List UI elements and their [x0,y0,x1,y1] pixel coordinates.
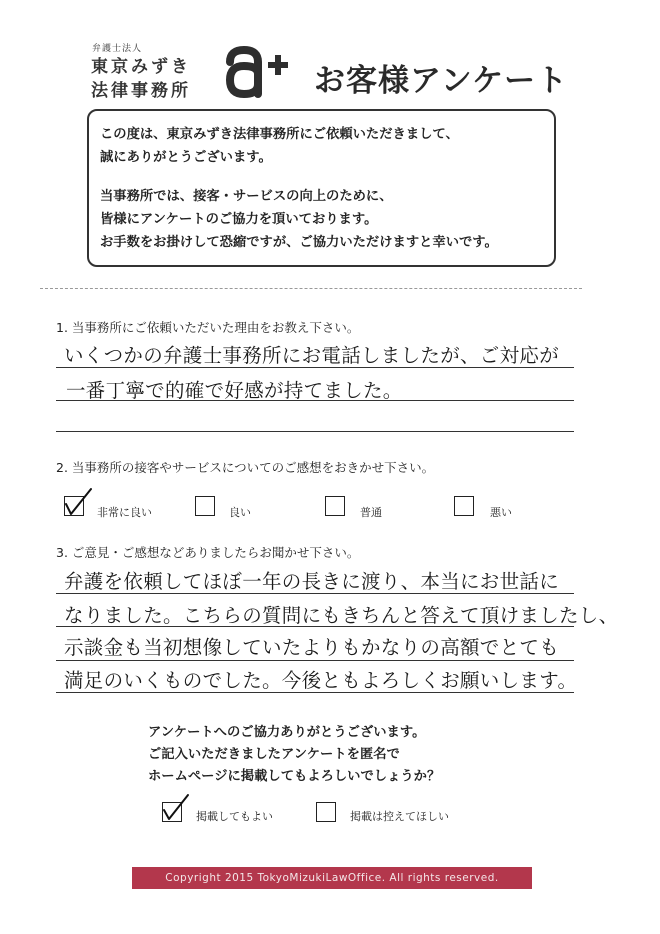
intro-line-5: お手数をお掛けして恐縮ですが、ご協力いただけますと幸いです。 [100,235,498,250]
publish-ok-checkbox[interactable] [162,802,182,822]
logo-text: a+ [224,44,226,45]
firm-name-line1: 東京みずき [91,57,191,77]
publish-ok-label: 掲載してもよい [196,810,273,823]
question-3-answer-line-1[interactable]: 弁護を依頼してほぼ一年の長きに渡り、本当にお世話に [64,570,560,593]
copyright-footer: Copyright 2015 TokyoMizukiLawOffice. All rights reserved. [132,867,532,889]
closing-message [148,722,440,788]
question-1-answer-line-1[interactable]: いくつかの弁護士事務所にお電話しましたが、ご対応が [64,344,560,367]
firm-name-line2: 法律事務所 [91,81,191,101]
closing-line-3: ホームページに掲載してもよろしいでしょうか？ [148,769,441,784]
option-bad-label: 悪い [490,506,512,519]
question-3-label: 3. ご意見・ご感想などありましたらお聞かせ下さい。 [56,545,360,560]
answer-rule [56,692,574,693]
question-1-label: 1. 当事務所にご依頼いただいた理由をお教え下さい。 [56,320,360,335]
answer-rule [56,593,574,594]
question-3-answer-line-2[interactable]: なりました。こちらの質問にもきちんと答えて頂けましたし、 [64,604,619,627]
option-good-label: 良い [229,506,251,519]
closing-line-1: アンケートへのご協力ありがとうございます。 [148,725,426,740]
intro-line-3: 当事務所では、接客・サービスの向上のために、 [100,189,393,204]
option-good-checkbox[interactable] [195,496,215,516]
answer-rule [56,626,574,627]
firm-type-label: 弁護士法人 [92,44,143,54]
option-very-good-checkbox[interactable] [64,496,84,516]
firm-logo [224,44,294,100]
check-mark-icon [160,793,190,821]
option-bad-checkbox[interactable] [454,496,474,516]
publish-decline-checkbox[interactable] [316,802,336,822]
check-mark-icon [63,487,93,515]
intro-line-4: 皆様にアンケートのご協力を頂いております。 [100,212,378,227]
closing-line-2: ご記入いただきましたアンケートを匿名で [148,747,400,762]
question-3-answer-line-4[interactable]: 満足のいくものでした。今後ともよろしくお願いします。 [64,669,578,692]
survey-title: お客様アンケート [314,63,569,99]
question-1-answer-line-2[interactable]: 一番丁寧で的確で好感が持てました。 [66,379,403,402]
question-3-answer-line-3[interactable]: 示談金も当初想像していたよりもかなりの高額でとても [64,636,560,659]
option-average-checkbox[interactable] [325,496,345,516]
answer-rule [56,367,574,368]
answer-rule [56,660,574,661]
option-very-good-label: 非常に良い [97,506,152,519]
section-divider [40,288,582,289]
answer-rule [56,431,574,432]
answer-rule [56,400,574,401]
intro-message-box [87,109,556,267]
publish-decline-label: 掲載は控えてほしい [350,810,449,823]
intro-line-1: この度は、東京みずき法律事務所にご依頼いただきまして、 [100,127,459,142]
question-2-label: 2. 当事務所の接客やサービスについてのご感想をおきかせ下さい。 [56,460,435,475]
intro-line-2: 誠にありがとうございます。 [100,150,272,165]
option-average-label: 普通 [360,506,382,519]
